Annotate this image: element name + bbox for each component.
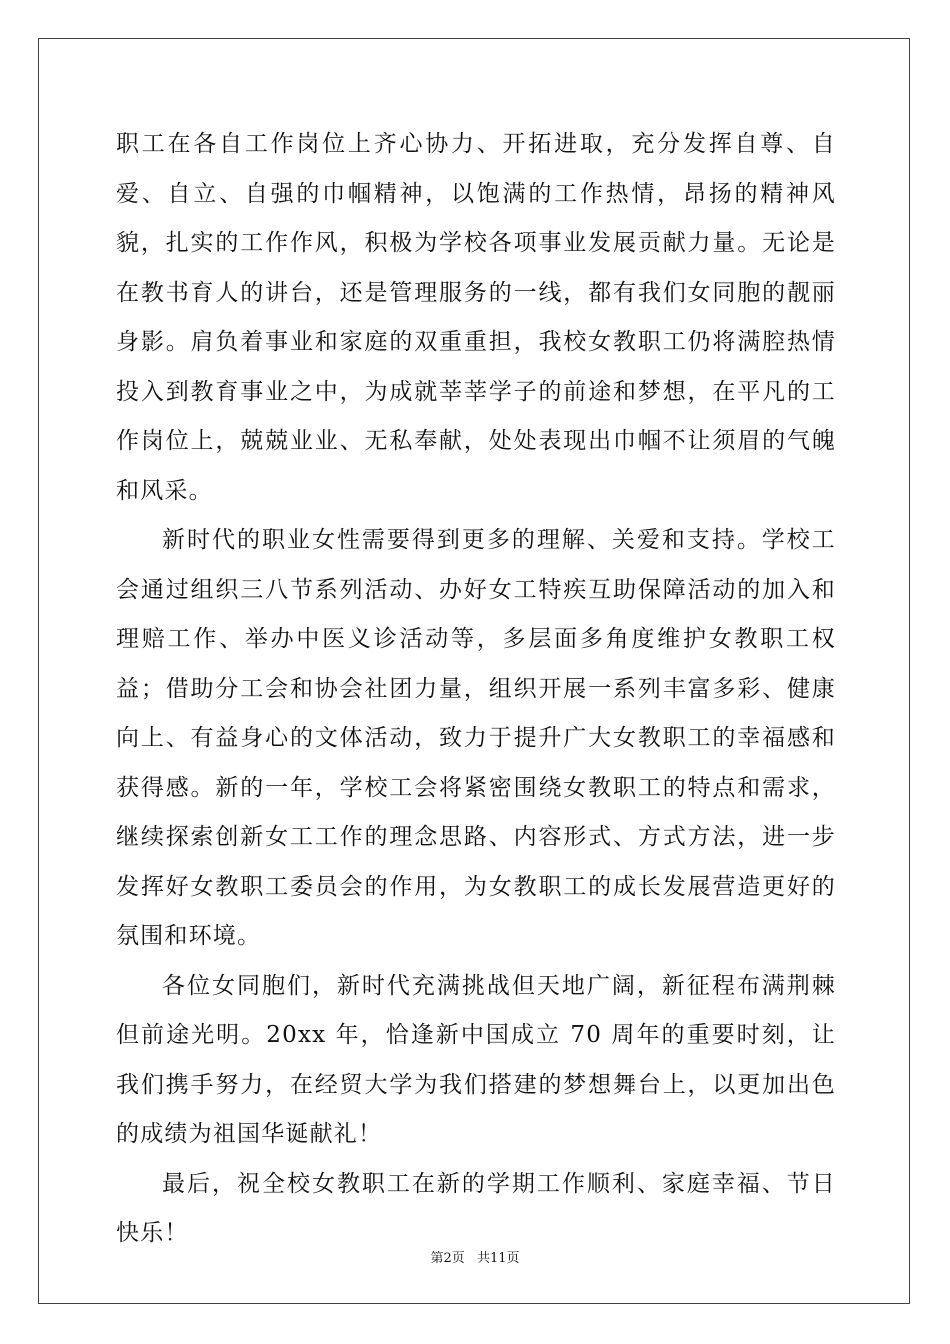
paragraph-3: 各位女同胞们，新时代充满挑战但天地广阔，新征程布满荆棘但前途光明。20xx 年，恰逢新中国成立 70 周年的重要时刻，让我们携手努力，在经贸大学为我们搭建的梦想舞台上，以更加出色的成绩为祖国华诞献礼！	[116, 972, 836, 1147]
page-footer	[0, 1247, 950, 1266]
current-page-number: 第2页	[430, 1251, 465, 1266]
paragraph-1: 职工在各自工作岗位上齐心协力、开拓进取，充分发挥自尊、自爱、自立、自强的巾帼精神，以饱满的工作热情，昂扬的精神风貌，扎实的工作作风，积极为学校各项事业发展贡献力量。无论是在教书育人的讲台，还是管理服务的一线，都有我们女同胞的靓丽身影。肩负着事业和家庭的双重重担，我校女教职工仍将满腔热情投入到教育事业之中，为成就莘莘学子的前途和梦想，在平凡的工作岗位上，兢兢业业、无私奉献，处处表现出巾帼不让须眉的气魄和风采。	[116, 131, 836, 504]
total-page-count: 共11页	[476, 1251, 520, 1266]
paragraph-2: 新时代的职业女性需要得到更多的理解、关爱和支持。学校工会通过组织三八节系列活动、办好女工特疾互助保障活动的加入和理赔工作、举办中医义诊活动等，多层面多角度维护女教职工权益；借助分工会和协会社团力量，组织开展一系列丰富多彩、健康向上、有益身心的文体活动，致力于提升广大女教职工的幸福感和获得感。新的一年，学校工会将紧密围绕女教职工的特点和需求，继续探索创新女工工作的理念思路、内容形式、方式方法，进一步发挥好女教职工委员会的作用，为女教职工的成长发展营造更好的氛围和环境。	[116, 527, 836, 949]
paragraph-4: 最后，祝全校女教职工在新的学期工作顺利、家庭幸福、节日快乐！	[116, 1170, 836, 1246]
document-body	[116, 120, 836, 1259]
